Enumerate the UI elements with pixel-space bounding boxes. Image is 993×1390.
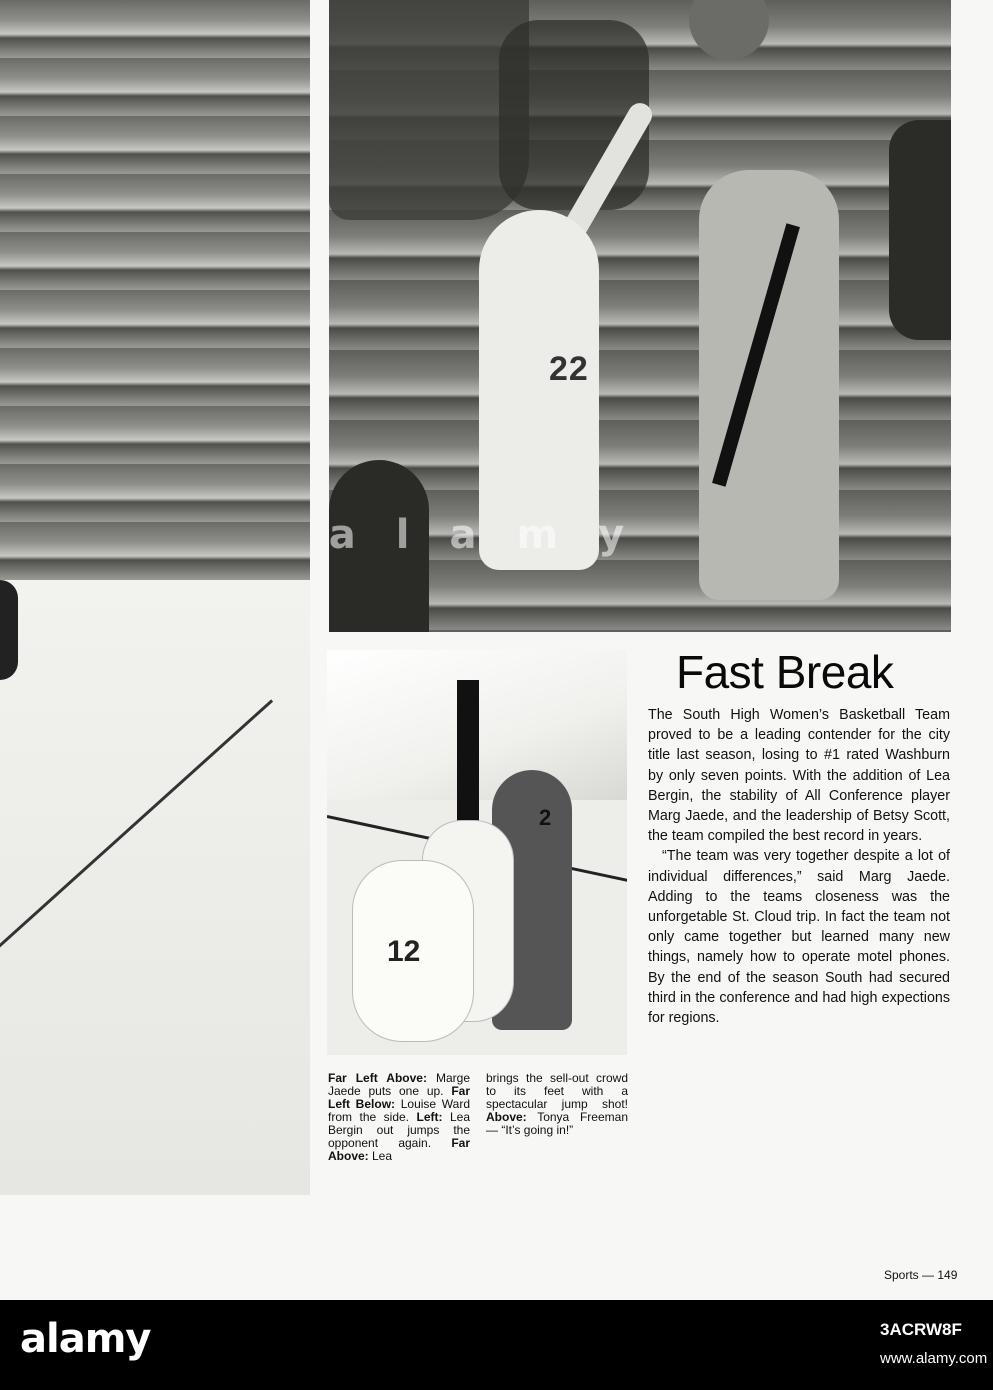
basketball [689, 0, 769, 60]
photo-caption-column-1 [328, 1072, 470, 1163]
article-paragraph: “The team was very together despite a lot of individual differences,” said Marg Jaede. Adding to the teams closeness was the unforgetable St. Cloud trip. In fact the team not only came together but learned many new things, namely how to operate motel phones. By the end of the season South had secured third in the conference and had high expections for regions. [648, 848, 950, 1027]
caption-label: Left: [416, 1110, 443, 1124]
court-floor [0, 580, 310, 1195]
article-paragraph: The South High Women’s Basketball Team proved to be a leading contender for the city title last season, losing to #1 rated Washburn by only seven points. With the addition of Lea Bergin, the stability of All Conference player Marg Jaede, and the leadership of Betsy Scott, the team compiled the best record in years. [648, 707, 950, 845]
partial-figure [0, 580, 18, 680]
article-body [648, 705, 950, 1028]
jersey-number: 12 [387, 935, 421, 968]
caption-text: Lea Bergin out jumps the opponent again. [328, 1110, 471, 1150]
photo-caption-column-2 [486, 1072, 628, 1137]
page-title: Fast Break [676, 646, 894, 698]
caption-text: Tonya Freeman — “It’s going in!” [486, 1110, 628, 1137]
caption-text: Marge Jaede puts one up. [328, 1071, 470, 1098]
caption-label: Far Above: [328, 1136, 470, 1163]
watermark-logo: alamy [20, 1316, 151, 1362]
bleachers [0, 0, 310, 580]
caption-label: Far Left Below: [328, 1084, 470, 1111]
caption-label: Far Left Above: [328, 1071, 427, 1085]
watermark-url[interactable]: www.alamy.com [880, 1350, 988, 1367]
photo-bleachers-court [0, 0, 310, 1195]
caption-text: Louise Ward from the side. [328, 1097, 470, 1124]
caption-label: Above: [486, 1110, 527, 1124]
caption-text: Lea [368, 1149, 393, 1163]
spectator [889, 120, 951, 340]
caption-text: brings the sell-out crowd to its feet with a spectacular jump shot! [486, 1071, 628, 1111]
jersey-number: 22 [549, 350, 589, 388]
watermark-center: alamy [328, 512, 665, 558]
photo-rebound [327, 650, 627, 1055]
jersey-number: 2 [539, 805, 552, 830]
image-id: 3ACRW8F [880, 1320, 962, 1339]
page-footer: Sports — 149 [884, 1268, 958, 1282]
